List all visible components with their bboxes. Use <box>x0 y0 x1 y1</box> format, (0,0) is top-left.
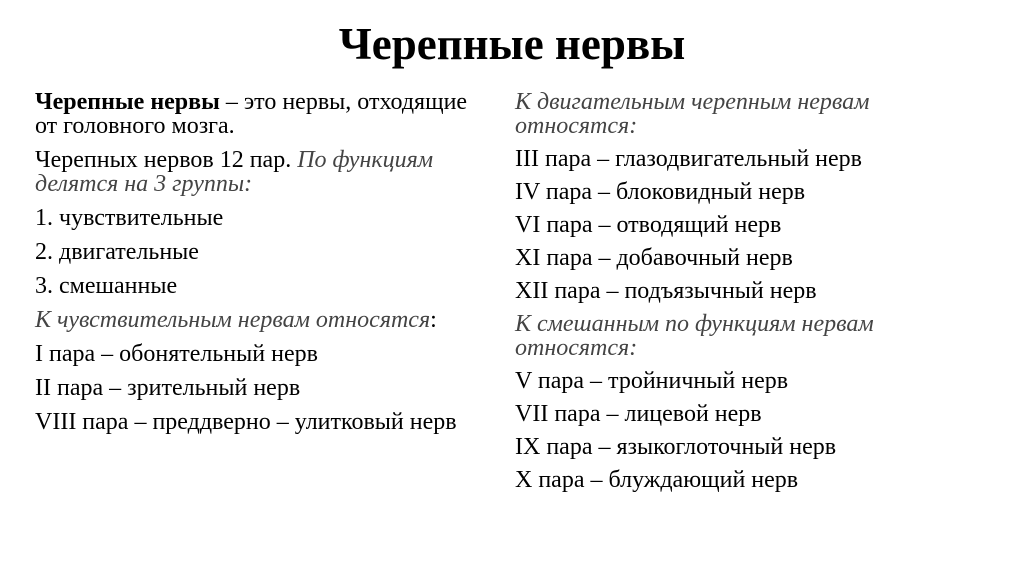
motor-item: XI пара – добавочный нерв <box>515 245 793 271</box>
motor-item: III пара – глазодвигательный нерв <box>515 146 862 172</box>
sensory-heading <box>35 308 485 332</box>
mixed-item: X пара – блуждающий нерв <box>515 467 799 493</box>
page-title: Черепные нервы <box>338 19 686 69</box>
sensory-item: II пара – зрительный нерв <box>35 375 301 401</box>
sensory-item: VIII пара – преддверно – улитковый нерв <box>35 409 457 435</box>
groups-intro: По функциям делятся на 3 группы: <box>35 147 434 197</box>
definition <box>35 90 485 138</box>
group-item: 3. смешанные <box>35 273 178 299</box>
motor-heading: К двигательным черепным нервам относятся: <box>515 89 870 139</box>
motor-item: IV пара – блоковидный нерв <box>515 179 806 205</box>
motor-item: XII пара – подъязычный нерв <box>515 278 817 304</box>
sensory-heading-text: К чувствительным нервам относятся <box>35 307 431 333</box>
count-paragraph <box>35 148 485 196</box>
left-column <box>35 90 485 444</box>
group-item: 1. чувствительные <box>35 205 224 231</box>
motor-item: VI пара – отводящий нерв <box>515 212 782 238</box>
mixed-item: IX пара – языкоглоточный нерв <box>515 434 837 460</box>
right-column <box>515 90 995 501</box>
definition-text: – это нервы, отходящие от головного мозга. <box>35 89 468 139</box>
mixed-item: V пара – тройничный нерв <box>515 368 789 394</box>
sensory-item: I пара – обонятельный нерв <box>35 341 318 367</box>
mixed-heading: К смешанным по функциям нервам относятся: <box>515 311 874 361</box>
count-text: Черепных нервов 12 пар. <box>35 147 298 173</box>
mixed-item: VII пара – лицевой нерв <box>515 401 762 427</box>
sensory-heading-colon: : <box>430 307 437 333</box>
group-item: 2. двигательные <box>35 239 199 265</box>
definition-term: Черепные нервы <box>35 89 220 115</box>
